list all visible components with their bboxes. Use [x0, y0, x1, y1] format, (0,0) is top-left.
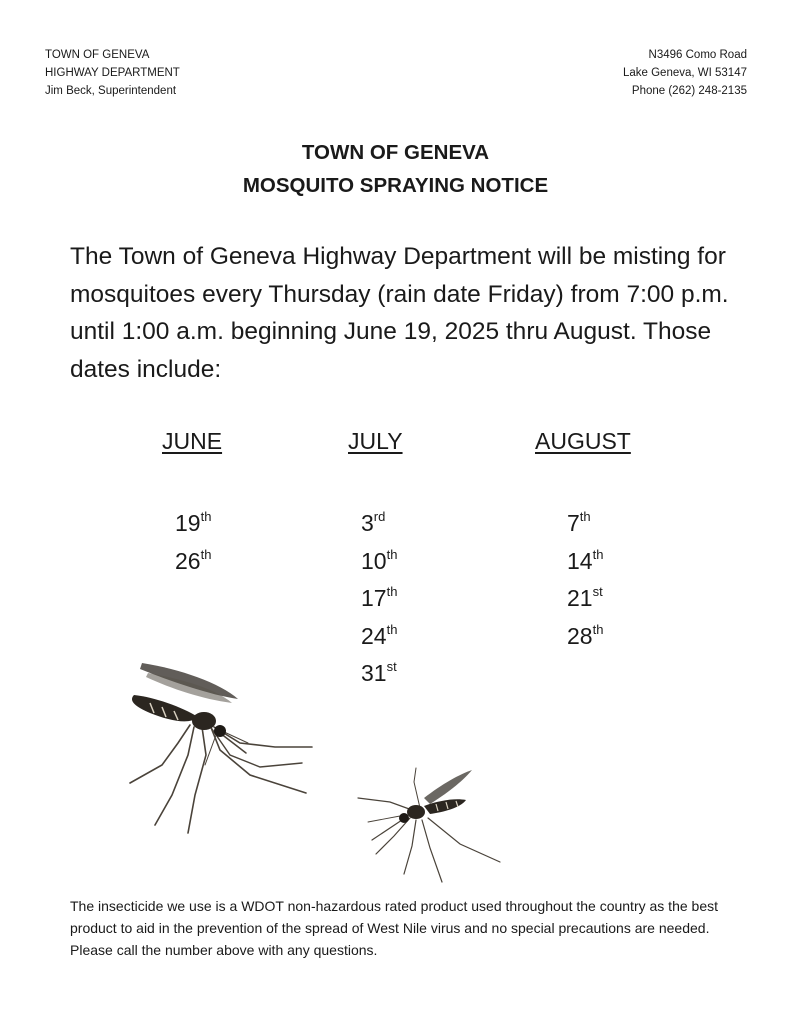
date-item: 28th [567, 621, 604, 649]
title-town: TOWN OF GENEVA [301, 141, 490, 164]
date-item: 17th [361, 584, 398, 611]
date-item: 3rd [361, 509, 386, 536]
intro-paragraph: The Town of Geneva Highway Department will be misting for mosquitoes every Thursday (rain date Friday) from 7:00 p.m. until 1:00 a.m. beginning June 19, 2025 thru August. Those dates include: [70, 243, 729, 383]
august-dates [567, 505, 603, 655]
date-item: 21st [567, 584, 603, 611]
letterhead-right [623, 46, 747, 100]
june-dates [175, 505, 211, 580]
date-item: 14th [567, 546, 604, 574]
july-dates [361, 505, 397, 693]
street-address: N3496 Como Road [648, 49, 747, 61]
superintendent-name: Jim Beck, Superintendent [45, 85, 177, 97]
title-notice: MOSQUITO SPRAYING NOTICE [242, 174, 549, 197]
date-item: 19th [175, 509, 212, 536]
letterhead-left [45, 46, 180, 100]
month-heading-august: AUGUST [535, 428, 631, 454]
org-name: TOWN OF GENEVA [45, 49, 150, 61]
department-name: HIGHWAY DEPARTMENT [45, 67, 180, 79]
city-state-zip: Lake Geneva, WI 53147 [622, 67, 747, 79]
date-item: 26th [175, 546, 212, 574]
phone-number: Phone (262) 248-2135 [631, 85, 747, 97]
date-item: 31st [361, 659, 397, 686]
date-item: 10th [361, 546, 398, 574]
mosquito-large-icon [70, 655, 320, 840]
date-item: 24th [361, 621, 398, 649]
month-heading-july: JULY [348, 428, 403, 454]
date-item: 7th [567, 509, 591, 536]
mosquito-small-icon [350, 762, 510, 887]
footer-paragraph: The insecticide we use is a WDOT non-hazardous rated product used throughout the country as the best product to aid in the prevention of the spread of West Nile virus and no special precautions are needed. Please call the number above with any questions. [70, 898, 718, 958]
month-heading-june: JUNE [162, 428, 223, 454]
